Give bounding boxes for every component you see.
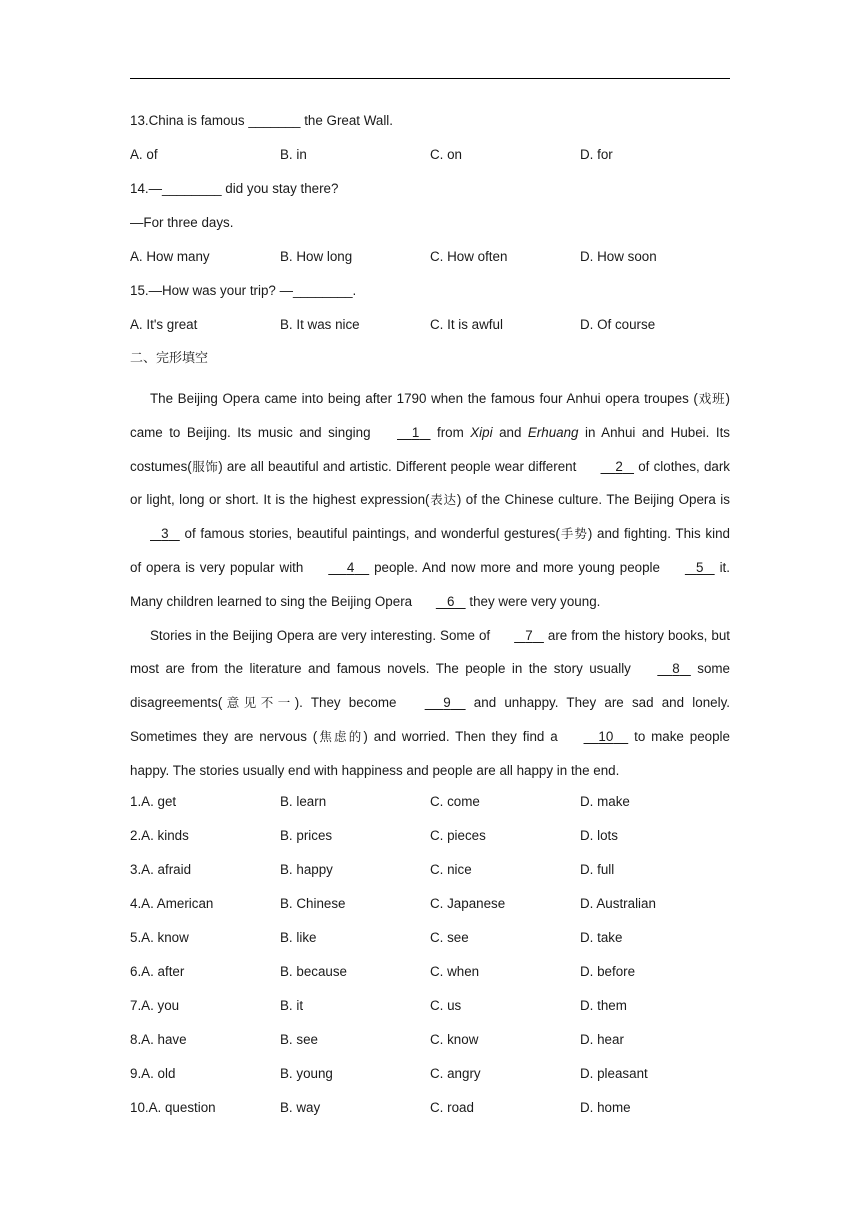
question-13-options	[130, 144, 730, 178]
option-b: B. How long	[280, 249, 353, 264]
cloze-option-row: 10.A. question B. way C. road D. home	[130, 1099, 631, 1115]
worksheet-content	[130, 110, 730, 1131]
option-c: C. on	[430, 147, 463, 162]
option-a: A. How many	[130, 249, 210, 264]
blank-4: 4	[346, 559, 355, 575]
question-15-stem: 15.—How was your trip? —________.	[130, 283, 357, 298]
cloze-option-row: 2.A. kinds B. prices C. pieces D. lots	[130, 827, 618, 843]
cloze-option-row: 1.A. get B. learn C. come D. make	[130, 793, 630, 809]
blank-5: 5	[696, 559, 704, 575]
blank-7: 7	[525, 627, 533, 643]
blank-3: 3	[161, 526, 169, 542]
cloze-option-row: 3.A. afraid B. happy C. nice D. full	[130, 861, 615, 877]
question-14-options	[130, 246, 730, 280]
option-c: C. It is awful	[430, 317, 503, 332]
option-b: B. It was nice	[280, 317, 360, 332]
question-14-response: —For three days.	[130, 215, 234, 230]
blank-1: 1	[411, 424, 420, 440]
blank-6: 6	[447, 593, 455, 609]
cloze-option-row: 6.A. after B. because C. when D. before	[130, 963, 636, 979]
header-rule	[130, 78, 730, 79]
cloze-option-row: 7.A. you B. it C. us D. them	[130, 997, 627, 1013]
question-15-options	[130, 314, 730, 348]
option-a: A. of	[130, 147, 158, 162]
option-c: C. How often	[430, 249, 508, 264]
passage-paragraph-2: Stories in the Beijing Opera are very interesting. Some of 7 are from the history books, but most are from the literature and famous novels. The people in the story usually 8 some disagreements(意见不一). They become 9 and unhappy. They are sad and lonely. Sometimes they are nervous (焦虑的) and worried. Then they find a 10 to make people happy. The stories usually end with happiness and people are all happy in the end.	[130, 619, 730, 788]
blank-2: 2	[615, 458, 623, 474]
cloze-option-row: 4.A. American B. Chinese C. Japanese D. Australian	[130, 895, 656, 911]
question-14-stem: 14.—________ did you stay there?	[130, 181, 339, 196]
question-13-stem: 13.China is famous _______ the Great Wall.	[130, 113, 394, 128]
blank-8: 8	[672, 661, 680, 677]
blank-9: 9	[443, 695, 451, 711]
passage-paragraph-1: The Beijing Opera came into being after 1790 when the famous four Anhui opera troupes (戏班) came to Beijing. Its music and singing 1 from Xipi and Erhuang in Anhui and Hubei. Its costumes(服饰) are all beautiful and artistic. Different people wear different 2 of clothes, dark or light, long or short. It is the highest expression(表达) of the Chinese culture. The Beijing Opera is 3 of famous stories, beautiful paintings, and wonderful gestures(手势) and fighting. This kind of opera is very popular with 4 people. And now more and more young people 5 it. Many children learned to sing the Beijing Opera 6 they were very young.	[130, 382, 730, 619]
option-b: B. in	[280, 147, 307, 162]
blank-10: 10	[598, 728, 614, 744]
option-d: D. How soon	[580, 249, 657, 264]
option-a: A. It's great	[130, 317, 198, 332]
cloze-option-row: 9.A. old B. young C. angry D. pleasant	[130, 1065, 648, 1081]
cloze-option-row: 8.A. have B. see C. know D. hear	[130, 1031, 624, 1047]
option-d: D. Of course	[580, 317, 656, 332]
cloze-options	[130, 791, 730, 1131]
cloze-option-row: 5.A. know B. like C. see D. take	[130, 929, 623, 945]
section-title: 二、完形填空	[130, 351, 209, 366]
option-d: D. for	[580, 147, 613, 162]
